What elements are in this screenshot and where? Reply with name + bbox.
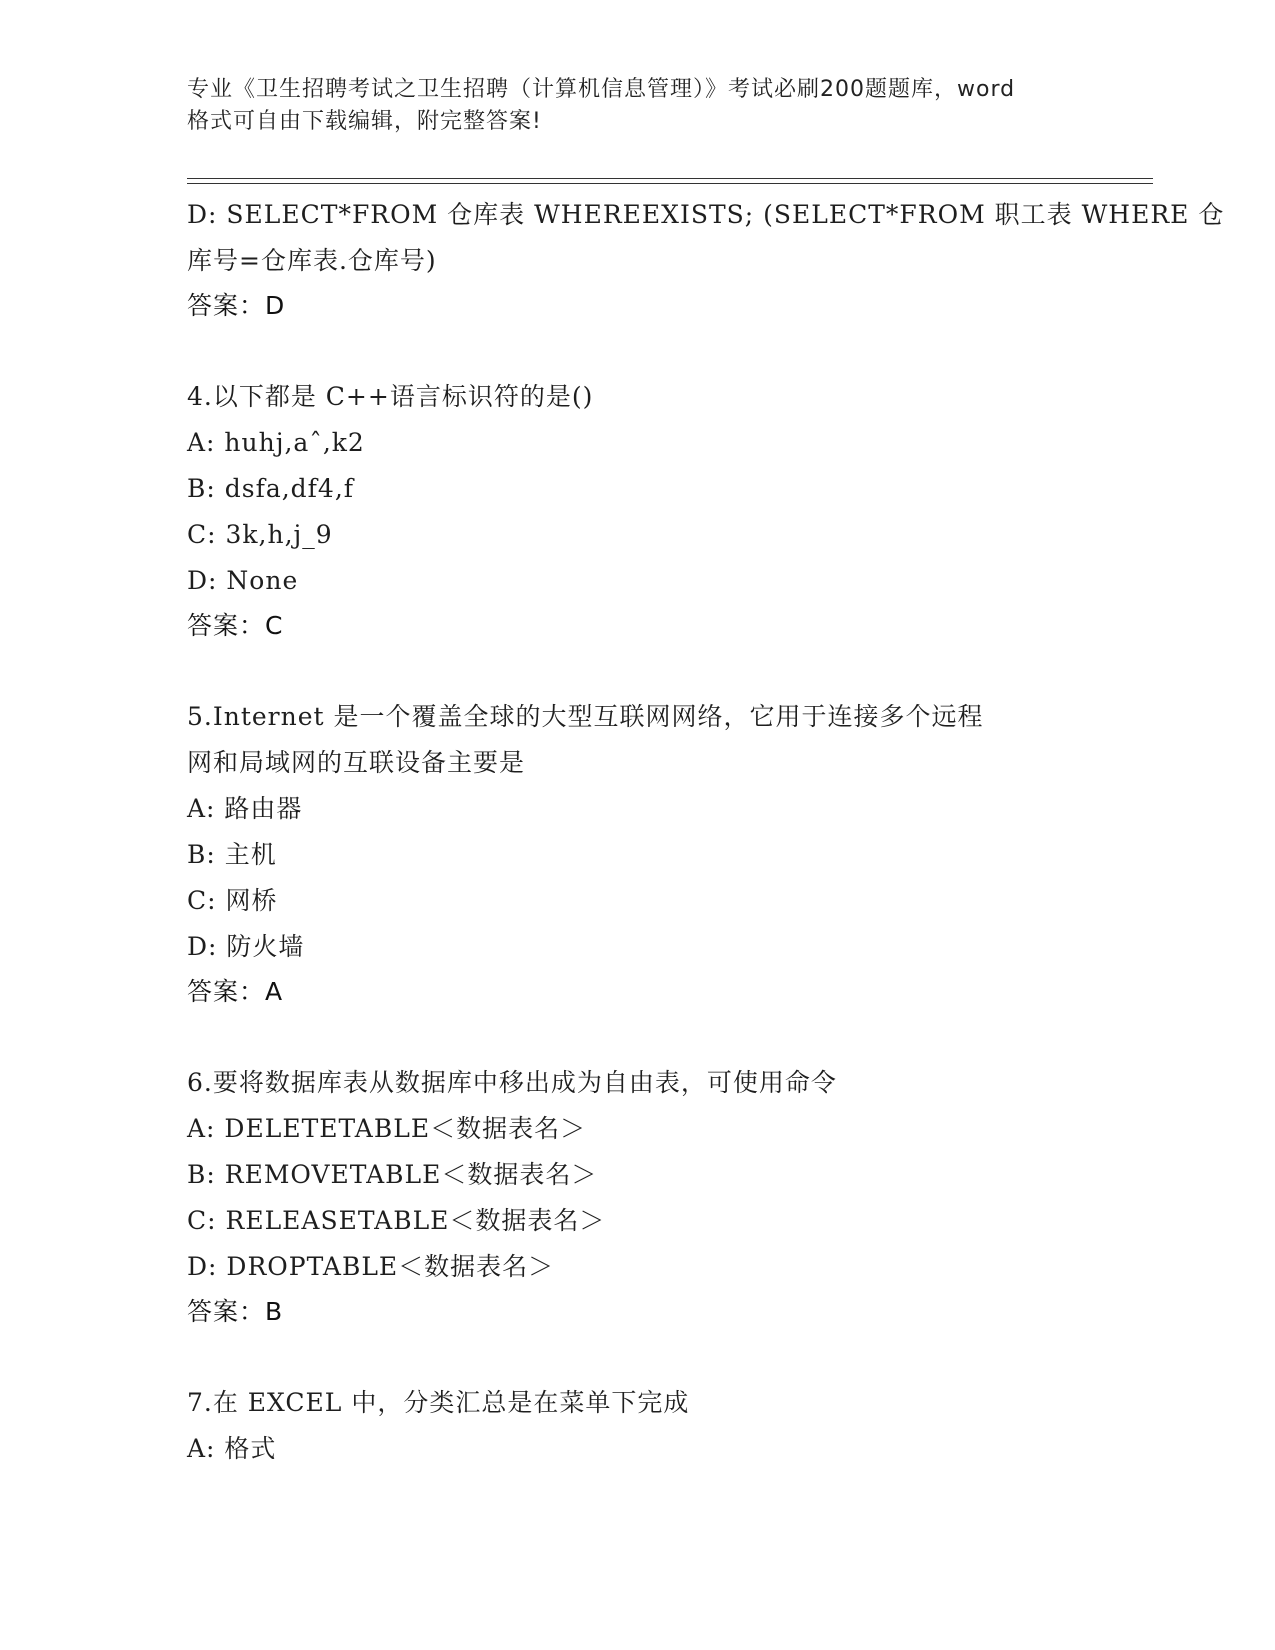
question-text: 6.要将数据库表从数据库中移出成为自由表，可使用命令: [187, 1068, 837, 1097]
answer: 答案：A: [187, 977, 284, 1006]
question-text-line-2: 网和局域网的互联设备主要是: [187, 748, 526, 777]
option-c: C: 3k,h,j_9: [187, 520, 333, 549]
spacer: [187, 1334, 1067, 1380]
header-line-1: 专业《卫生招聘考试之卫生招聘（计算机信息管理）》考试必刷200题题库，word: [187, 77, 1016, 102]
header-divider-top: [187, 178, 1153, 179]
option-d: D: 防火墙: [187, 932, 305, 961]
spacer: [187, 1014, 1067, 1060]
option-b: B: dsfa,df4,f: [187, 474, 355, 503]
question-4: [187, 374, 1067, 648]
question-list: [187, 192, 1225, 1472]
option-a: A: 路由器: [187, 794, 303, 823]
option-c: C: RELEASETABLE＜数据表名＞: [187, 1206, 606, 1235]
spacer: [187, 648, 1067, 694]
question-5: [187, 694, 1067, 1014]
header-divider-bottom: [187, 183, 1153, 184]
option-d: D: None: [187, 566, 299, 595]
option-b: B: REMOVETABLE＜数据表名＞: [187, 1160, 598, 1189]
question-3: [187, 192, 1225, 328]
question-6: [187, 1060, 1067, 1334]
option-a: A: 格式: [187, 1434, 277, 1463]
answer: 答案：C: [187, 611, 284, 640]
question-text: 4.以下都是 C++语言标识符的是(): [187, 382, 594, 411]
spacer: [187, 328, 1067, 374]
header-line-2: 格式可自由下载编辑，附完整答案!: [187, 109, 542, 134]
document-header: [187, 74, 1087, 138]
option-c: C: 网桥: [187, 886, 278, 915]
option-b: B: 主机: [187, 840, 277, 869]
option-d-line-2: 库号=仓库表.仓库号): [187, 246, 437, 275]
answer: 答案：D: [187, 291, 286, 320]
option-a: A: DELETETABLE＜数据表名＞: [187, 1114, 587, 1143]
option-a: A: huhj,aˆ,k2: [187, 428, 365, 457]
option-d: D: DROPTABLE＜数据表名＞: [187, 1252, 555, 1281]
question-text-line-1: 5.Internet 是一个覆盖全球的大型互联网网络，它用于连接多个远程: [187, 702, 984, 731]
option-d-line-1: D: SELECT*FROM 仓库表 WHEREEXISTS; (SELECT*FROM 职工表 WHERE 仓: [187, 200, 1225, 229]
question-text: 7.在 EXCEL 中，分类汇总是在菜单下完成: [187, 1388, 690, 1417]
answer: 答案：B: [187, 1297, 284, 1326]
question-7: [187, 1380, 1067, 1472]
